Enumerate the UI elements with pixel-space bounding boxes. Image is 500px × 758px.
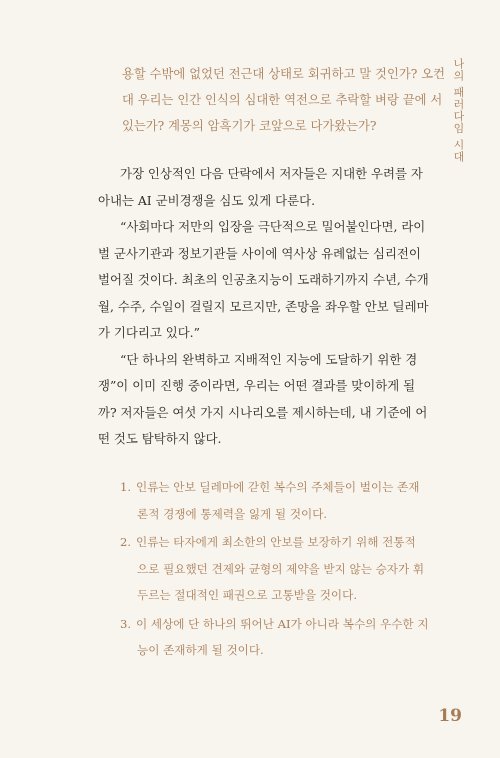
list-number: 1. (120, 480, 132, 494)
body-line: 아내는 AI 군비경쟁을 심도 있게 다룬다. (98, 192, 316, 208)
body-line: “단 하나의 완벽하고 지배적인 지능에 도달하기 위한 경 (120, 351, 418, 367)
list-item (120, 529, 445, 609)
quote-line: 용할 수밖에 없었던 전근대 상태로 회귀하고 말 것인가? 오컨 (122, 67, 445, 81)
body-line: 벌어질 것이다. 최초의 인공초지능이 도래하기까지 수년, 수개 (98, 272, 429, 287)
list-line: 이 세상에 단 하나의 뛰어난 AI가 아니라 복수의 우수한 지 (136, 616, 429, 631)
body-line: 쟁”이 이미 진행 중이라면, 우리는 어떤 결과를 맞이하게 될 (98, 378, 416, 393)
scenario-list (120, 474, 445, 666)
running-head: 나의 패러다임 시대 (452, 58, 465, 163)
list-line: 두르는 절대적인 패권으로 고통받을 것이다. (137, 588, 358, 602)
list-line: 능이 존재하게 될 것이다. (137, 643, 264, 657)
list-number: 2. (120, 535, 132, 549)
body-line: 까? 저자들은 여섯 가지 시나리오를 제시하는데, 내 기준에 어 (98, 404, 428, 420)
list-line: 인류는 안보 딜레마에 갇힌 복수의 주체들이 벌이는 존재 (136, 480, 420, 494)
body-line: 가 기다리고 있다.” (98, 325, 200, 340)
quote-block (122, 61, 445, 139)
page-number: 19 (438, 706, 462, 726)
list-number: 3. (120, 616, 132, 631)
body-line: 벌 군사기관과 정보기관들 사이에 역사상 유례없는 심리전이 (98, 245, 421, 261)
body-line: 가장 인상적인 다음 단락에서 저자들은 지대한 우려를 자 (120, 166, 423, 181)
quote-line: 있는가? 계몽의 암흑기가 코앞으로 다가왔는가? (122, 119, 377, 133)
list-item (120, 474, 445, 527)
list-line: 론적 경쟁에 통제력을 잃게 될 것이다. (137, 506, 328, 521)
body-line: 월, 수주, 수일이 걸릴지 모르지만, 존망을 좌우할 안보 딜레마 (98, 298, 429, 314)
list-line: 인류는 타자에게 최소한의 안보를 보장하기 위해 전통적 (136, 535, 416, 549)
body-line: “사회마다 저만의 입장을 극단적으로 밀어붙인다면, 라이 (120, 219, 426, 234)
list-item (120, 611, 445, 664)
body-line: 떤 것도 탐탁하지 않다. (98, 431, 222, 446)
quote-line: 대 우리는 인간 인식의 심대한 역전으로 추락할 벼랑 끝에 서 (122, 93, 443, 107)
list-line: 으로 필요했던 견제와 균형의 제약을 받지 않는 승자가 휘 (137, 561, 425, 576)
body-text (98, 161, 438, 453)
